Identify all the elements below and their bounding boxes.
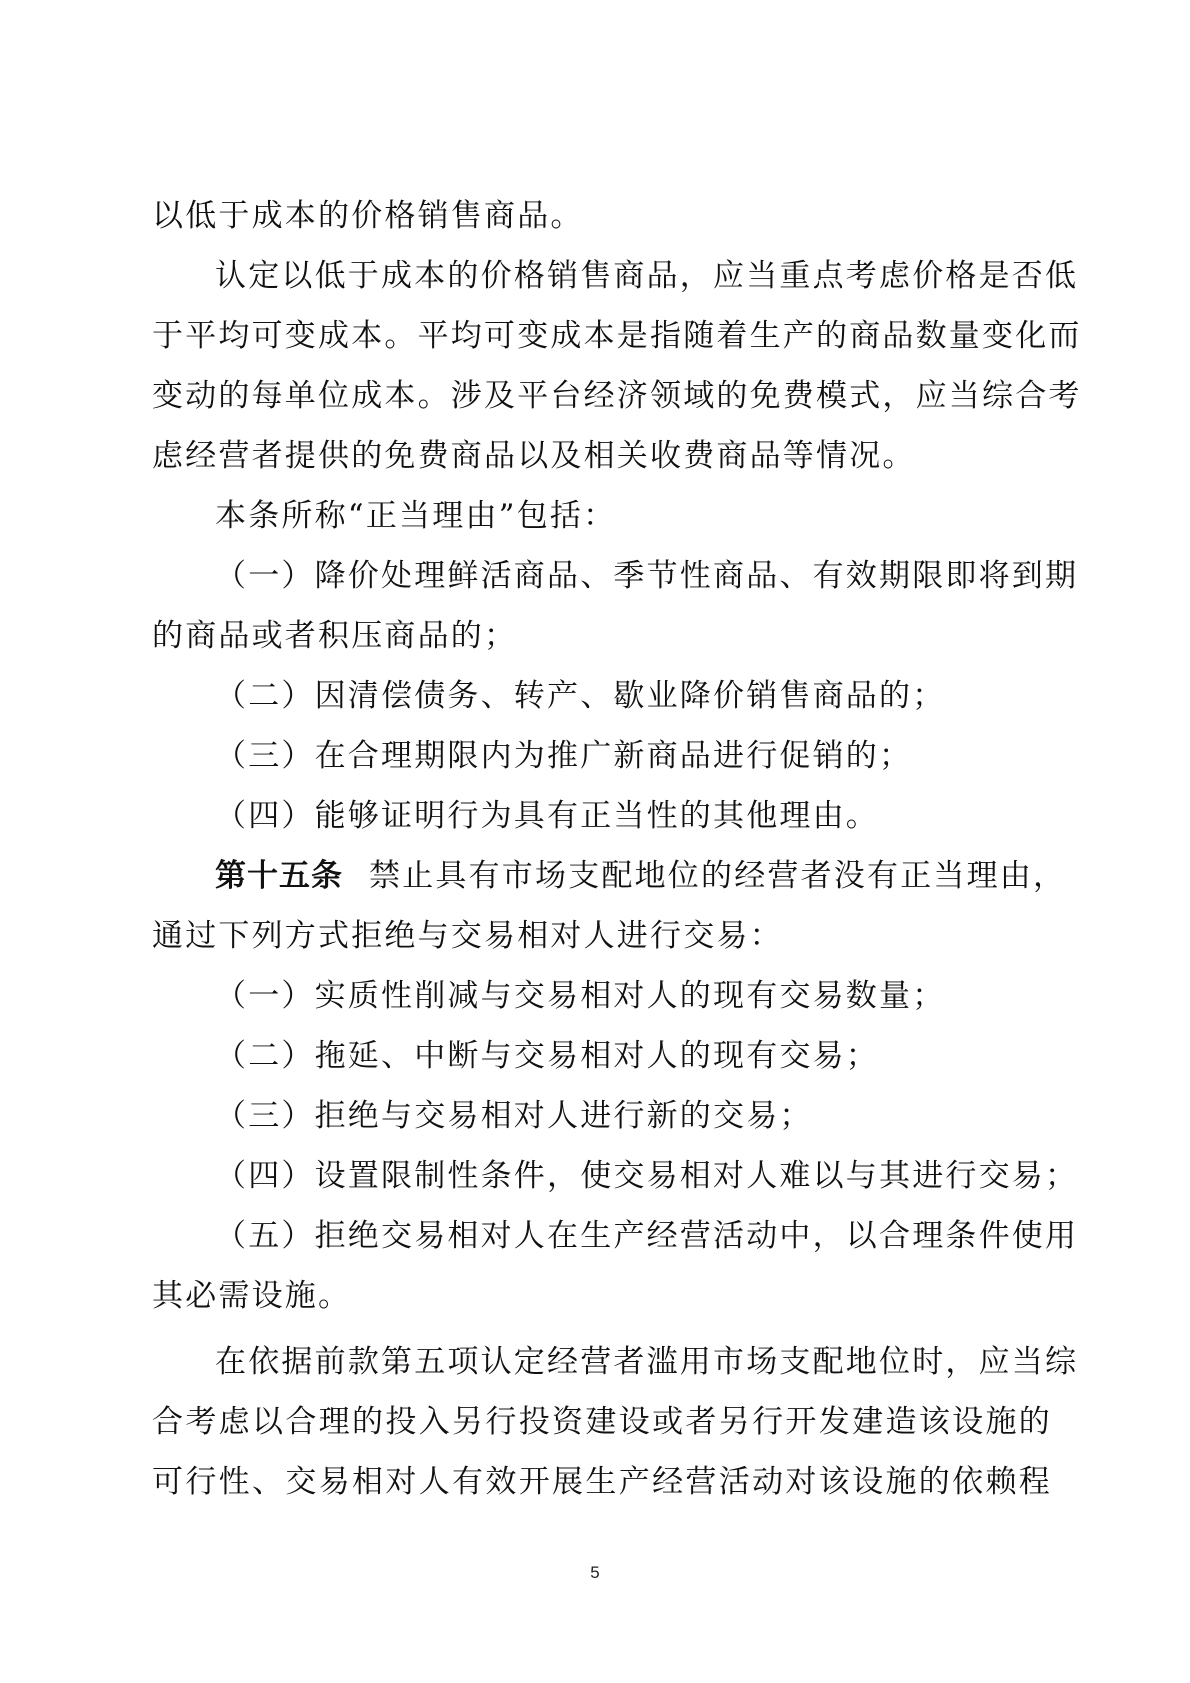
list-item: （一）降价处理鲜活商品、季节性商品、有效期限即将到期 [215,558,1079,594]
list-item: （二）拖延、中断与交易相对人的现有交易； [215,1038,879,1074]
article-heading: 第十五条 [215,858,343,894]
list-item: （四）能够证明行为具有正当性的其他理由。 [215,798,879,834]
article-line [215,856,1066,896]
text-line: 通过下列方式拒绝与交易相对人进行交易： [152,918,783,954]
text-line: 合考虑以合理的投入另行投资建设或者另行开发建造该设施的 [152,1404,1052,1440]
list-item: （四）设置限制性条件，使交易相对人难以与其进行交易； [215,1158,1079,1194]
text-line: 可行性、交易相对人有效开展生产经营活动对该设施的依赖程 [152,1464,1052,1500]
text-line: 变动的每单位成本。涉及平台经济领域的免费模式，应当综合考 [152,378,1082,414]
paragraph-line: 在依据前款第五项认定经营者滥用市场支配地位时，应当综 [215,1344,1079,1380]
text-line: 以低于成本的价格销售商品。 [152,198,584,234]
article-text: 禁止具有市场支配地位的经营者没有正当理由， [369,858,1067,894]
text-line: 虑经营者提供的免费商品以及相关收费商品等情况。 [152,438,916,474]
text-line: 的商品或者积压商品的； [152,618,518,654]
list-item: （三）拒绝与交易相对人进行新的交易； [215,1098,813,1134]
paragraph-line: 认定以低于成本的价格销售商品，应当重点考虑价格是否低 [215,258,1079,294]
paragraph-line: 本条所称“正当理由”包括： [215,498,617,534]
text-line: 其必需设施。 [152,1278,352,1314]
list-item: （三）在合理期限内为推广新商品进行促销的； [215,738,913,774]
list-item: （二）因清偿债务、转产、歇业降价销售商品的； [215,678,946,714]
list-item: （五）拒绝交易相对人在生产经营活动中，以合理条件使用 [215,1218,1079,1254]
text-line: 于平均可变成本。平均可变成本是指随着生产的商品数量变化而 [152,318,1082,354]
page-number: 5 [590,1563,600,1582]
list-item: （一）实质性削减与交易相对人的现有交易数量； [215,978,946,1014]
